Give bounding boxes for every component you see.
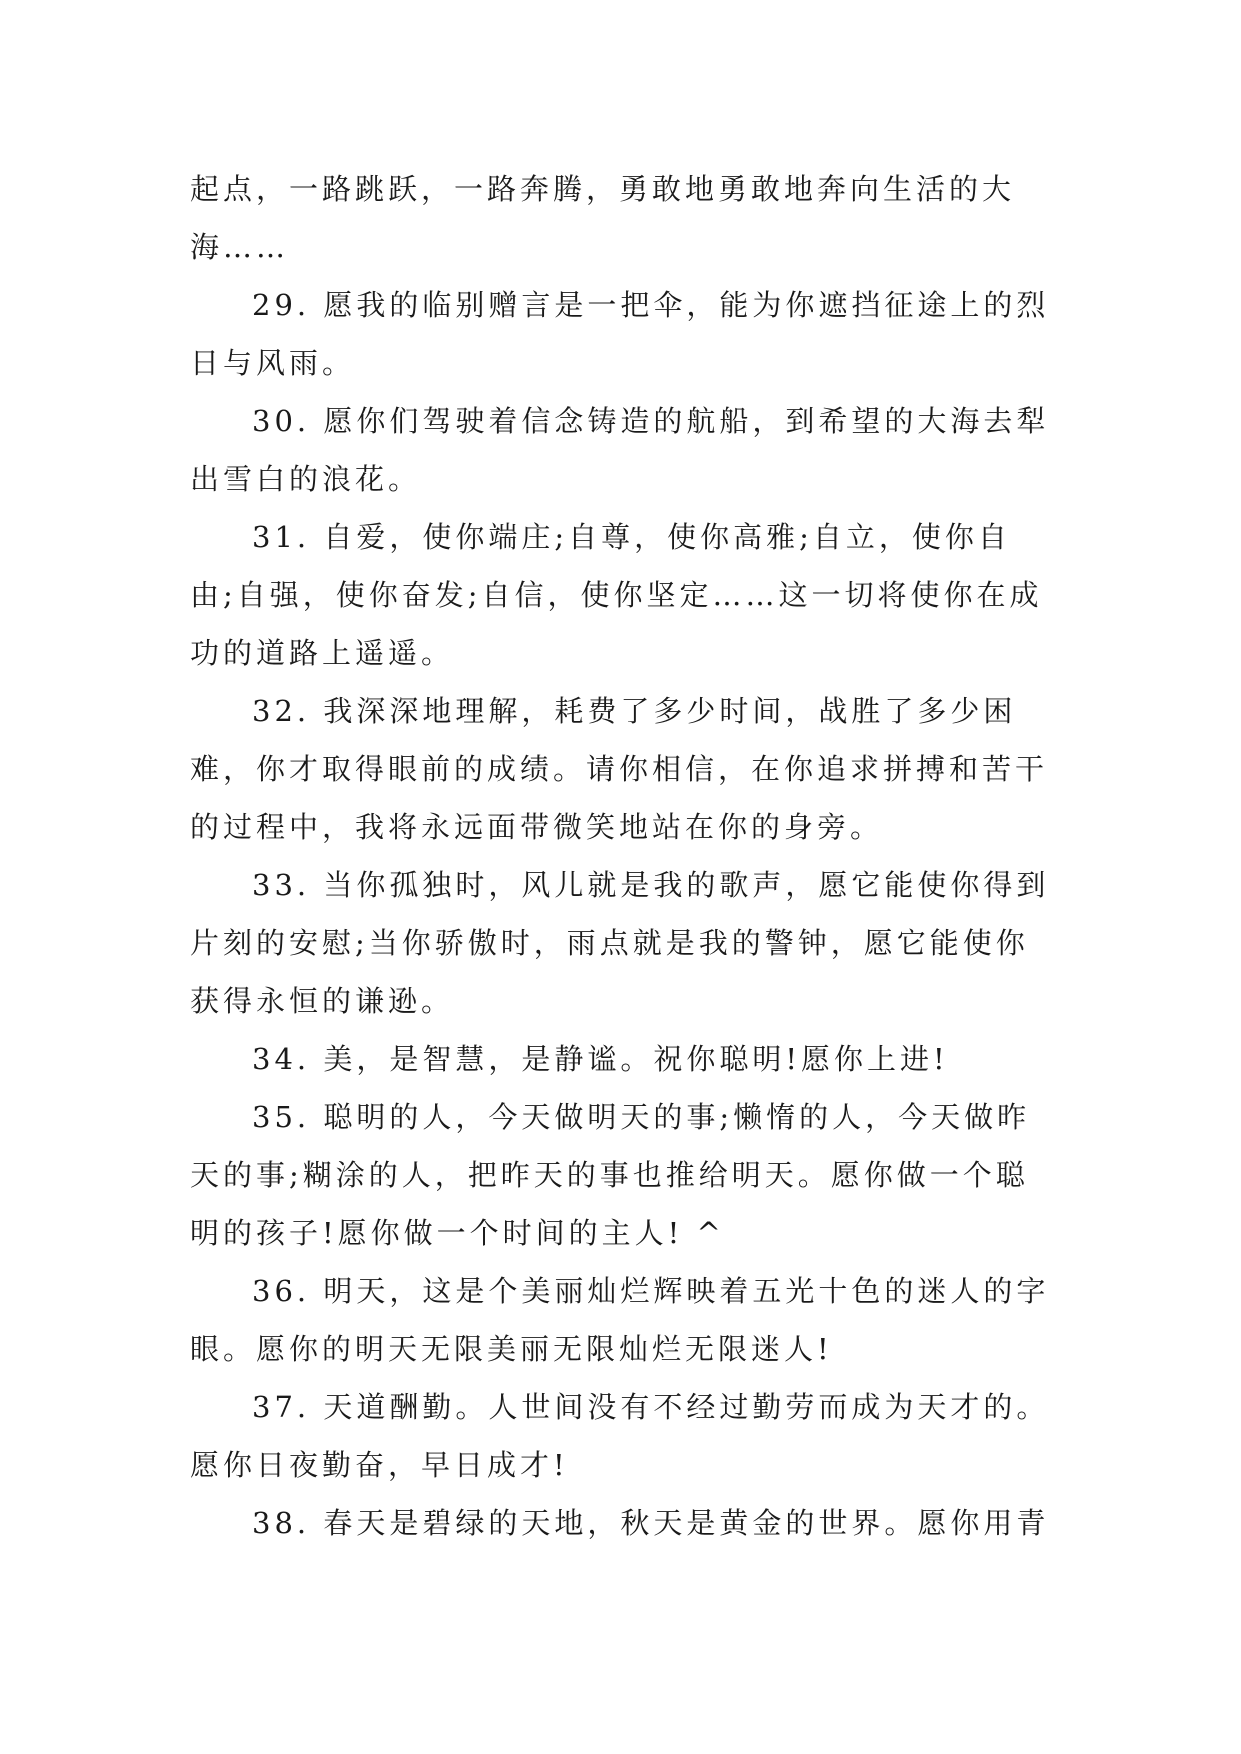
paragraph-36: 36. 明天，这是个美丽灿烂辉映着五光十色的迷人的字眼。愿你的明天无限美丽无限灿烂无限迷人! bbox=[190, 1274, 1050, 1366]
document-body bbox=[190, 160, 1050, 1552]
paragraph-37: 37. 天道酬勤。人世间没有不经过勤劳而成为天才的。愿你日夜勤奋，早日成才! bbox=[190, 1390, 1050, 1482]
paragraph-29: 29. 愿我的临别赠言是一把伞，能为你遮挡征途上的烈日与风雨。 bbox=[190, 288, 1050, 380]
paragraph-30: 30. 愿你们驾驶着信念铸造的航船，到希望的大海去犁出雪白的浪花。 bbox=[190, 404, 1050, 496]
paragraph-33: 33. 当你孤独时，风儿就是我的歌声，愿它能使你得到片刻的安慰;当你骄傲时，雨点就是我的警钟，愿它能使你获得永恒的谦逊。 bbox=[190, 868, 1050, 1018]
paragraph-38: 38. 春天是碧绿的天地，秋天是黄金的世界。愿你用青 bbox=[252, 1506, 1050, 1540]
paragraph-34: 34. 美，是智慧，是静谧。祝你聪明!愿你上进! bbox=[252, 1042, 949, 1076]
paragraph-continued: 起点，一路跳跃，一路奔腾，勇敢地勇敢地奔向生活的大海…… bbox=[190, 172, 1016, 264]
paragraph-32: 32. 我深深地理解，耗费了多少时间，战胜了多少困难，你才取得眼前的成绩。请你相信，在你追求拼搏和苦干的过程中，我将永远面带微笑地站在你的身旁。 bbox=[190, 694, 1049, 844]
paragraph-35: 35. 聪明的人，今天做明天的事;懒惰的人，今天做昨天的事;糊涂的人，把昨天的事也推给明天。愿你做一个聪明的孩子!愿你做一个时间的主人! ^ bbox=[190, 1100, 1031, 1250]
paragraph-31: 31. 自爱，使你端庄;自尊，使你高雅;自立，使你自由;自强，使你奋发;自信，使你坚定……这一切将使你在成功的道路上遥遥。 bbox=[190, 520, 1043, 670]
